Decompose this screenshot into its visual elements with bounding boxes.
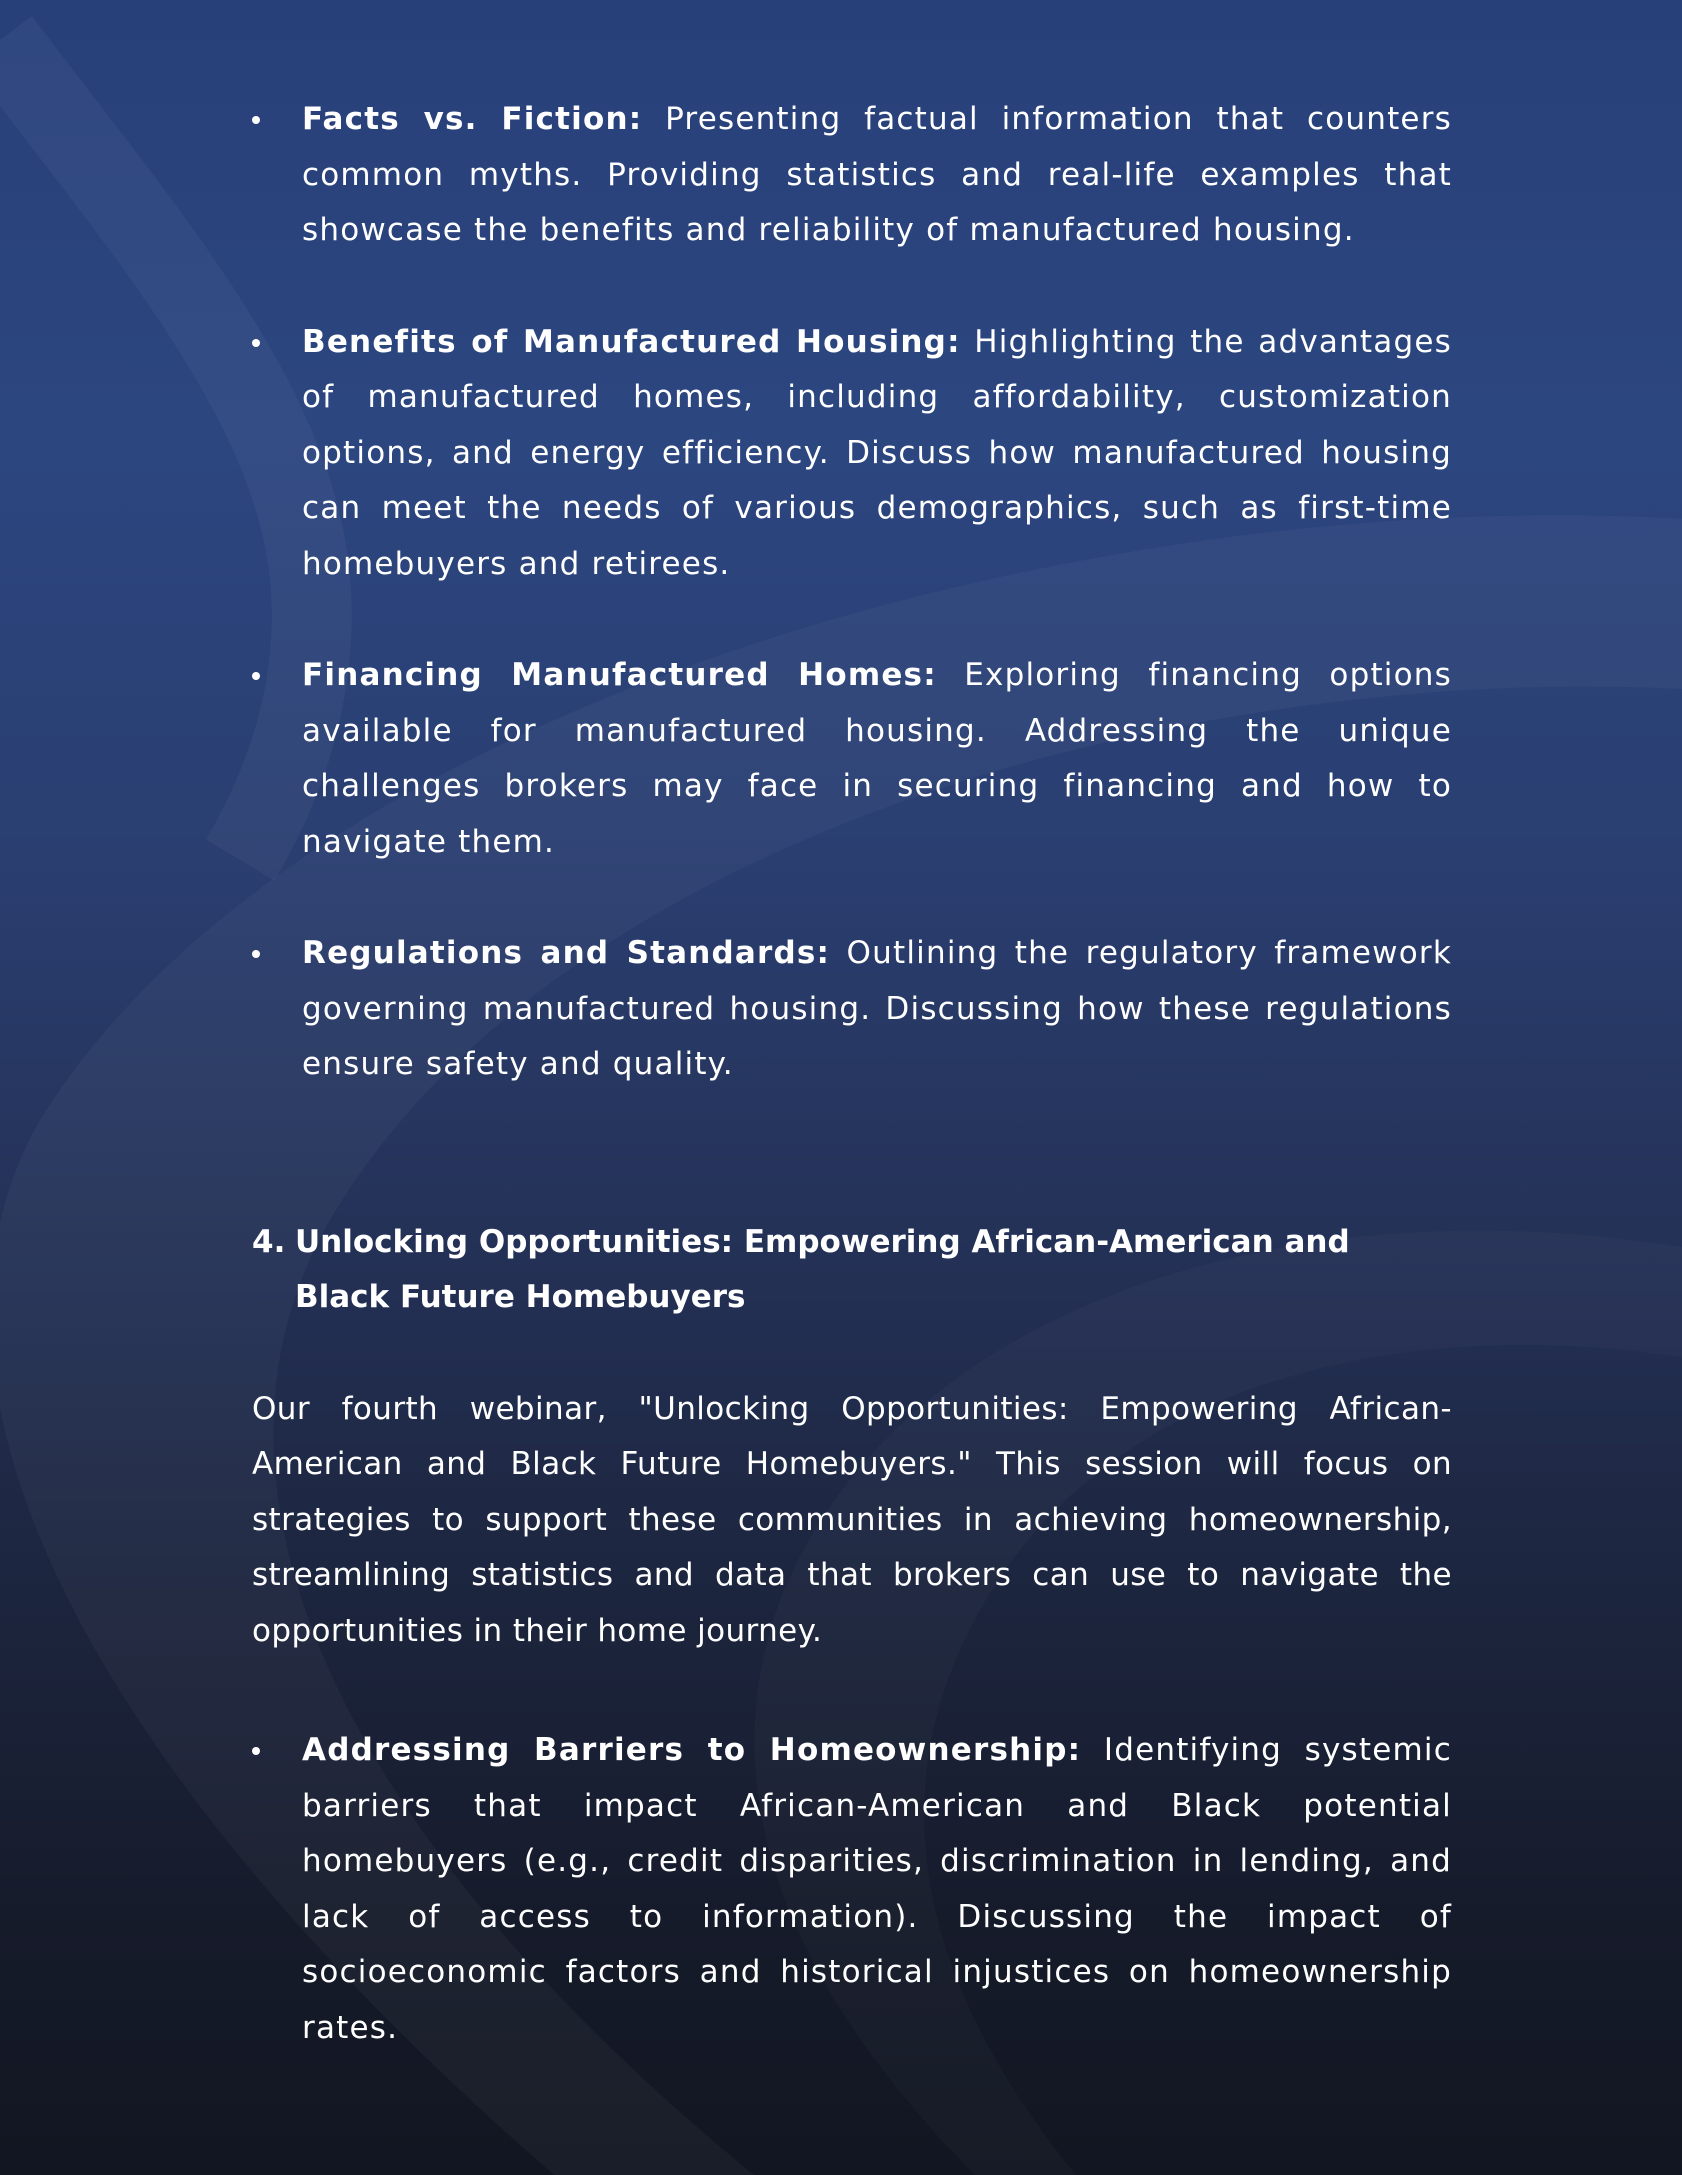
bullet-lead: Benefits of Manufactured Housing: [302,323,961,360]
section-title: Unlocking Opportunities: Empowering African-American and Black Future Homebuyers [295,1223,1350,1315]
bullet-text: Exploring financing options available for manufactured housing. Addressing the unique challenges brokers may face in securing financing and how to navigate them. [302,657,1452,860]
section-number: 4. [252,1223,286,1260]
bullet-text: Outlining the regulatory framework governing manufactured housing. Discussing how these regulations ensure safety and quality. [302,935,1452,1082]
bullet-text: Identifying systemic barriers that impact African-American and Black potential homebuyers (e.g., credit disparities, discrimination in lending, and lack of access to information). Discussing the impact of socioeconomic factors and historical injustices on homeownership rates. [302,1732,1452,2046]
list-item [252,92,1452,259]
list-item [252,648,1452,870]
list-item [252,926,1452,1093]
bullet-text: Presenting factual information that counters common myths. Providing statistics and real-life examples that showcase the benefits and reliability of manufactured housing. [302,101,1452,248]
list-item [252,315,1452,593]
bullet-text: Highlighting the advantages of manufactured homes, including affordability, customization options, and energy efficiency. Discuss how manufactured housing can meet the needs of various demographics, such as first-time homebuyers and retirees. [302,323,1452,582]
bullet-lead: Financing Manufactured Homes: [302,657,937,693]
section-heading [252,1215,1452,1326]
bullet-lead: Facts vs. Fiction: [302,101,643,137]
list-item [252,1723,1452,2056]
bullet-lead: Addressing Barriers to Homeownership: [302,1732,1082,1768]
bullet-list-top [252,92,1452,1093]
page-content [252,92,1452,2112]
bullet-list-bottom [252,1723,1452,2056]
bullet-lead: Regulations and Standards: [302,935,831,971]
section-intro: Our fourth webinar, "Unlocking Opportunities: Empowering African-American and Black Future Homebuyers." This session will focus on strategies to support these communities in achieving homeownership, streamlining statistics and data that brokers can use to navigate the opportunities in their home journey. [252,1390,1452,1649]
